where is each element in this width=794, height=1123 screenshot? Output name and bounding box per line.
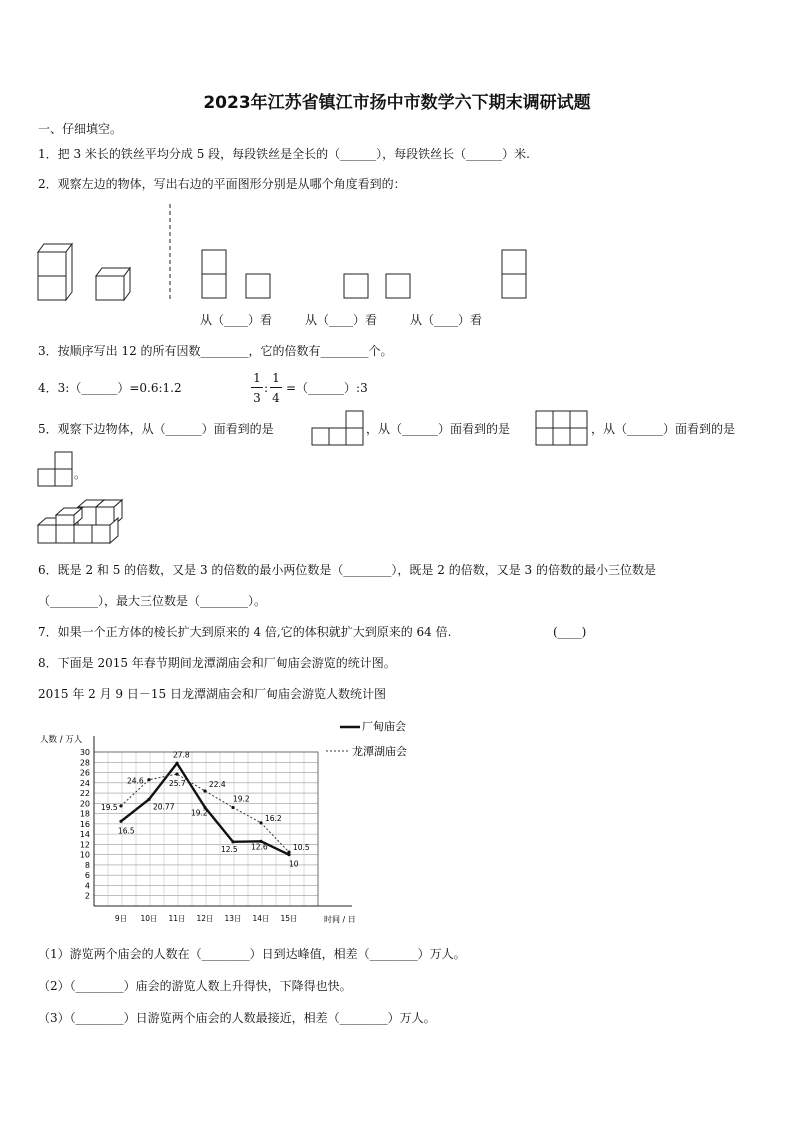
question-7: 7．如果一个正方体的棱长扩大到原来的 4 倍,它的体积就扩大到原来的 64 倍.	[38, 625, 452, 639]
x-tick-label: 10日	[140, 914, 158, 923]
x-tick-label: 12日	[196, 914, 214, 923]
y-tick-label: 4	[84, 881, 90, 891]
y-tick-label: 8	[84, 860, 90, 870]
question-5-part-a: 5．观察下边物体，从（______）面看到的是	[38, 422, 274, 436]
y-tick-label: 16	[79, 819, 90, 829]
question-1: 1．把 3 米长的铁丝平均分成 5 段，每段铁丝是全长的（______），每段铁丝长（______）米.	[38, 147, 530, 161]
data-point	[119, 804, 122, 807]
question-7-answer-blank: (____)	[553, 625, 587, 639]
data-point	[175, 772, 178, 775]
data-label: 22.4	[209, 780, 226, 790]
data-label: 19.2	[233, 794, 250, 804]
sub-question-1: （1）游览两个庙会的人数在（________）日到达峰值，相差（________）万人。	[38, 947, 466, 961]
x-tick-label: 13日	[224, 914, 242, 923]
data-label: 27.8	[173, 750, 190, 760]
x-tick-label: 9日	[114, 914, 128, 923]
question-6-line-2: （________），最大三位数是（________）。	[38, 594, 267, 608]
y-tick-label: 30	[79, 748, 90, 757]
data-point	[203, 789, 206, 792]
data-point	[147, 798, 150, 801]
q4-fraction-1-denominator: 3	[253, 391, 261, 405]
q4-fraction-2-numerator: 1	[272, 371, 280, 385]
x-axis-label: 时间 / 日	[324, 915, 356, 924]
data-label: 20.77	[153, 802, 175, 812]
y-tick-label: 12	[79, 840, 90, 850]
q2-view-label-1: 从（____）看	[200, 313, 273, 327]
q4-colon: :	[264, 381, 269, 395]
question-5-end: 。	[74, 467, 87, 481]
data-label: 10	[289, 859, 299, 869]
x-tick-label: 15日	[280, 914, 298, 923]
q2-view-label-3: 从（____）看	[410, 313, 483, 327]
q4-fraction-2-denominator: 4	[272, 391, 280, 405]
sub-question-3: （3）（________）日游览两个庙会的人数最接近，相差（________）万人。	[38, 1011, 436, 1025]
data-label: 25.7	[169, 779, 186, 789]
y-tick-label: 20	[79, 799, 90, 809]
legend-label-longtanhu: 龙潭湖庙会	[352, 745, 407, 758]
y-tick-label: 22	[79, 789, 90, 799]
y-tick-label: 6	[84, 871, 90, 881]
question-4-left: 4．3:（______）=0.6:1.2	[38, 381, 182, 395]
question-5-part-c: ，从（______）面看到的是	[591, 422, 736, 436]
y-tick-label: 14	[79, 830, 90, 840]
data-label: 19.5	[101, 802, 118, 812]
question-6-line-1: 6．既是 2 和 5 的倍数，又是 3 的倍数的最小两位数是（________），既是 2 的倍数，又是 3 的倍数的最小三位数是	[38, 563, 656, 577]
y-tick-label: 26	[79, 768, 90, 778]
data-point	[175, 762, 178, 765]
y-tick-label: 24	[79, 778, 90, 788]
data-point	[231, 840, 234, 843]
data-label: 24.6	[127, 776, 144, 786]
y-tick-label: 18	[79, 809, 90, 819]
data-point	[119, 820, 122, 823]
data-label: 12.5	[221, 844, 238, 854]
data-label: 16.5	[118, 826, 135, 836]
chart-caption: 2015 年 2 月 9 日－15 日龙潭湖庙会和厂甸庙会游览人数统计图	[38, 687, 386, 701]
question-3: 3．按顺序写出 12 的所有因数________，它的倍数有________个。	[38, 344, 393, 358]
data-point	[147, 778, 150, 781]
legend-label-changdian: 厂甸庙会	[362, 720, 406, 733]
y-tick-label: 28	[79, 758, 90, 768]
question-8: 8．下面是 2015 年春节期间龙潭湖庙会和厂甸庙会游览的统计图。	[38, 656, 396, 670]
question-4-right: =（______）:3	[286, 381, 368, 395]
sub-question-2: （2）（________）庙会的游览人数上升得快，下降得也快。	[38, 979, 352, 993]
y-axis-label: 人数 / 万人	[40, 735, 83, 745]
y-tick-label: 2	[84, 891, 90, 901]
section-heading: 一、仔细填空。	[38, 122, 123, 136]
data-point	[259, 821, 262, 824]
data-point	[287, 851, 290, 854]
q4-fraction-1-numerator: 1	[253, 371, 261, 385]
data-label: 10.5	[293, 843, 310, 853]
question-5-part-b: ，从（______）面看到的是	[366, 422, 511, 436]
q2-view-label-2: 从（____）看	[305, 313, 378, 327]
page-title: 2023年江苏省镇江市扬中市数学六下期末调研试题	[203, 93, 591, 113]
x-tick-label: 11日	[168, 914, 186, 923]
data-label: 12.6	[251, 842, 268, 852]
data-point	[231, 806, 234, 809]
question-2: 2．观察左边的物体，写出右边的平面图形分别是从哪个角度看到的：	[38, 177, 406, 191]
data-label: 16.2	[265, 813, 282, 823]
chart-legend	[326, 719, 407, 758]
data-label: 19.2	[191, 808, 208, 818]
y-tick-label: 10	[79, 850, 90, 860]
x-tick-label: 14日	[252, 914, 270, 923]
